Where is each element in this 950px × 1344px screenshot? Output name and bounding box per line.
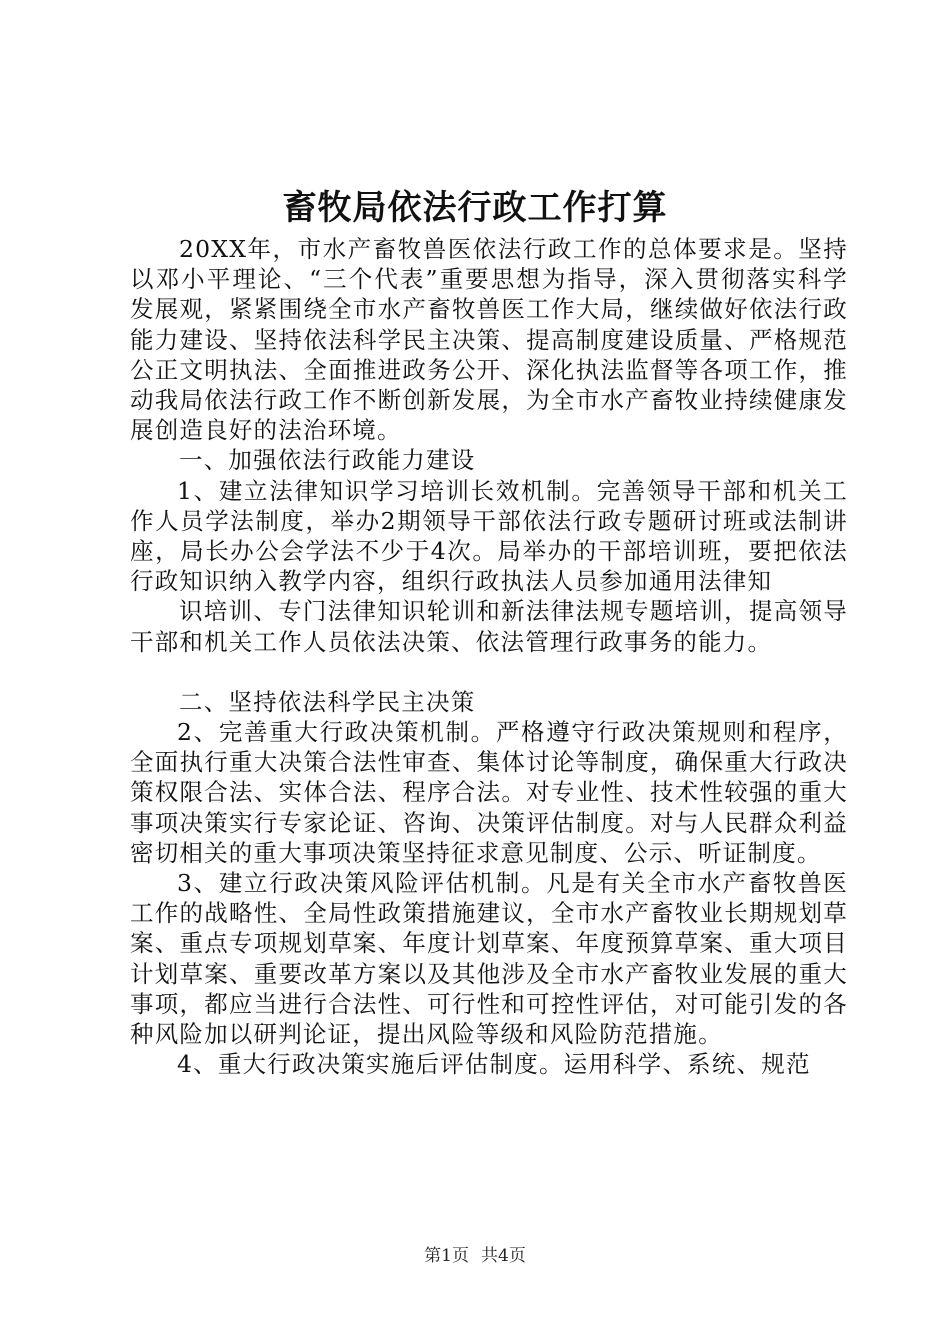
- document-body: [130, 234, 848, 1079]
- blank-line: [130, 657, 848, 687]
- section-heading-2: 二、坚持依法科学民主决策: [179, 687, 476, 716]
- intro-paragraph: 20XX年，市水产畜牧兽医依法行政工作的总体要求是。坚持以邓小平理论、“三个代表”重要思想为指导，深入贯彻落实科学发展观，紧紧围绕全市水产畜牧兽医工作大局，继续做好依法行政能力建设、坚持依法科学民主决策、提高制度建设质量、严格规范公正文明执法、全面推进政务公开、深化执法监督等各项工作，推动我局依法行政工作不断创新发展，为全市水产畜牧业持续健康发展创造良好的法治环境。: [130, 235, 848, 445]
- page-number: 第1页: [424, 1246, 469, 1266]
- page-footer: [0, 1244, 950, 1268]
- paragraph-item-1: 1、建立法律知识学习培训长效机制。完善领导干部和机关工作人员学法制度，举办2期领导干部依法行政专题研讨班或法制讲座，局长办公会学法不少于4次。局举办的干部培训班，要把依法行政知识纳入教学内容，组织行政执法人员参加通用法律知: [130, 476, 848, 596]
- paragraph-item-1-continued: 识培训、专门法律知识轮训和新法律法规专题培训，提高领导干部和机关工作人员依法决策、依法管理行政事务的能力。: [130, 597, 848, 656]
- section-heading-1: 一、加强依法行政能力建设: [179, 446, 476, 475]
- paragraph-item-4: 4、重大行政决策实施后评估制度。运用科学、系统、规范: [177, 1050, 811, 1079]
- paragraph-item-2: 2、完善重大行政决策机制。严格遵守行政决策规则和程序，全面执行重大决策合法性审查、集体讨论等制度，确保重大行政决策权限合法、实体合法、程序合法。对专业性、技术性较强的重大事项决策实行专家论证、咨询、决策评估制度。对与人民群众利益密切相关的重大事项决策坚持征求意见制度、公示、听证制度。: [130, 718, 848, 867]
- page-total: 共4页: [481, 1246, 526, 1266]
- paragraph-item-3: 3、建立行政决策风险评估机制。凡是有关全市水产畜牧兽医工作的战略性、全局性政策措施建议，全市水产畜牧业长期规划草案、重点专项规划草案、年度计划草案、年度预算草案、重大项目计划草案、重要改革方案以及其他涉及全市水产畜牧业发展的重大事项，都应当进行合法性、可行性和可控性评估，对可能引发的各种风险加以研判论证，提出风险等级和风险防范措施。: [130, 869, 848, 1049]
- document-title: 畜牧局依法行政工作打算: [282, 188, 668, 228]
